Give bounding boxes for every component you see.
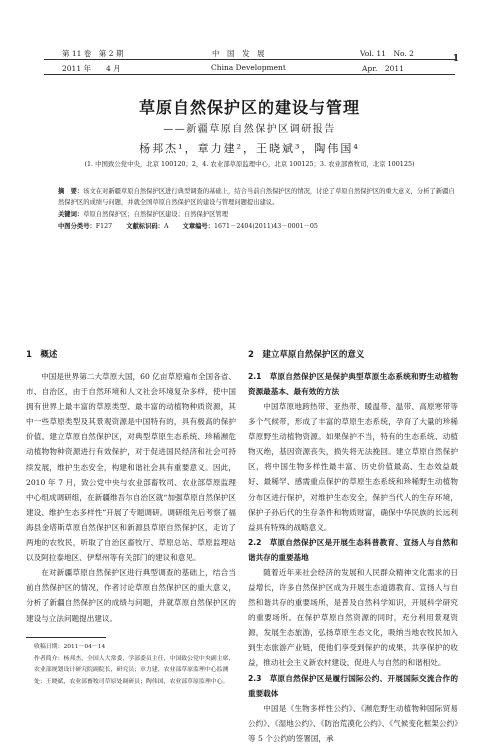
keywords-label: 关键词：	[58, 211, 84, 218]
article-number: 文章编号：1671－2404(2011)43－0001－05	[182, 223, 318, 230]
abstract-label: 摘 要：	[58, 188, 84, 195]
page-number: 1	[452, 54, 459, 64]
body-paragraph: 中国是《生物多样性公约》、《濒危野生动植物种国际贸易公约》、《湿地公约》、《防治荒漠化公约》、《气候变化框架公约》等 5 个公约的签署国，承	[248, 703, 458, 743]
author-bios: 作者简介：杨邦杰，全国人大常委，学部委员主任，中国致公党中央副主席，农业部规划设计研究院副院长，研究员；章力建，农业部草原监理中心监测处；王晓斌，农业部畜牧司草原处调研员；陶伟国，农业部草原监理中心。	[34, 655, 235, 685]
header-divider	[44, 74, 455, 75]
clc-code: 中图分类号：F127	[58, 223, 113, 230]
article-subtitle: ——新疆草原自然保护区调研报告	[163, 124, 336, 135]
body-paragraph: 中国是世界第二大草原大国，60 亿亩草原遍布全国各省、市、自治区，由于自然环境和人文社会环境复杂多样，使中国拥有世界上最丰富的草原类型、最丰富的动植物种质资源，其中一些草原类型及其景观资源是中国特有的，具有极高的保护价值。建立草原自然保护区，对典型草原生态系统、珍稀濒危动植物物种资源进行有效保护，对于促进国民经济和社会可持续发展，维护生态安全，构建和谐社会具有重要意义。因此，2010 年 7 月，致公党中央与农业部畜牧司、农业部草原监理中心组成调研组，在新疆维吾尔自治区就“加强草原自然保护区建设、维护生态多样性”开展了专题调研。调研组先后考察了福海县金塔斯草原自然保护区和新源县草原自然保护区，走访了两地的农牧民，听取了自治区畜牧厅、草原总站、草原监理站以及阿拉泰地区、伊犁州等有关部门的建议和意见。	[26, 372, 236, 563]
author-list: 杨邦杰¹，章力建²，王晓斌³，陶伟国⁴	[139, 142, 360, 155]
abstract-text: 该文在对新疆草原自然保护区进行典型调查的基础上，结合当前自然保护区的情况，讨论了草原自然保护区的重大意义，分析了新疆自然保护区的成绩与问题，并就全国草原自然保护区的建设与管理问题提出建议。	[58, 188, 455, 206]
volume-line-en: Vol. 11 No. 2	[360, 49, 414, 58]
body-paragraph: 随着近年来社会经济的发展和人民群众精神文化需求的日益增长，许多自然保护区成为开展生态道德教育、宣扬人与自然和谐共存的重要场所，是普及自然科学知识，开展科学研究的重要场所。在保护草原自然资源的同时，充分利用景观资源，发展生态旅游，弘扬草原生态文化，吸纳当地农牧民加入到生态旅游产业链，使他们享受到保护的成果，共享保护的收益，推动社会主义新农村建设，促进人与自然的和谐相处。	[248, 567, 458, 668]
subsection-heading: 2.3 草原自然保护区是履行国际公约、开展国际交流合作的重要载体	[248, 673, 458, 698]
body-paragraph: 在对新疆草原自然保护区进行典型调查的基础上，结合当前自然保护区的情况，作者讨论草原自然保护区的重大意义，分析了新疆自然保护区的成绩与问题，并就草原自然保护区的建设与立法问题提出建议。	[26, 568, 236, 623]
subsection-heading: 2.1 草原自然保护区是保护典型草原生态系统和野生动植物资源最基本、最有效的方法	[248, 372, 458, 396]
keywords	[46, 209, 456, 220]
footnotes	[26, 637, 236, 688]
classification-line	[46, 221, 456, 232]
section-heading: 2 建立草原自然保护区的意义	[248, 350, 365, 360]
footnote-rule	[26, 637, 106, 638]
left-column	[26, 347, 236, 626]
date-line-cn: 2011 年 4 月	[62, 64, 121, 73]
received-date: 收稿日期：2011－04－14	[34, 644, 106, 650]
keywords-text: 草原自然保护区；自然保护区建设；自然保护区管理	[83, 211, 229, 218]
date-line-en: Apr. 2011	[362, 64, 404, 73]
subsection-heading: 2.2 草原自然保护区是开展生态科普教育、宣扬人与自然和谐共存的重要基地	[248, 537, 458, 562]
section-heading: 1 概述	[26, 350, 58, 360]
article-title: 草原自然保护区的建设与管理	[138, 98, 360, 117]
author-affiliations: (1. 中国致公党中央，北京 100120；2，4. 农业部草原监理中心，北京 100125；3. 农业部畜牧司，北京 100125)	[84, 160, 415, 168]
right-column	[248, 347, 458, 746]
abstract	[46, 186, 456, 208]
running-header	[0, 44, 499, 80]
document-code: 文献标识码：A	[126, 223, 169, 230]
abstract-block	[46, 186, 456, 232]
body-paragraph: 中国草原地跨热带、亚热带、暖温带、温带、高原寒带等多个气候带，形成了丰富的草原生态系统，孕育了大量的珍稀草原野生动植物资源。如果保护不当，特有的生态系统、动植物灭绝，基因资源丧失，损失将无法挽回。建立草原自然保护区，将中国生物多样性最丰富、历史价值最高、生态效益最好、最稀罕、感需重点保护的草原生态系统和珍稀野生动植物分布区进行保护，对维护生态安全，保护当代人的生存环境，保护子孙后代的生存条件和物质财富，确保中华民族的长远利益具有特殊的战略意义。	[248, 402, 458, 532]
journal-name-en: China Development	[211, 63, 286, 72]
volume-line-cn: 第 11 卷 第 2 期	[62, 49, 124, 58]
header-divider	[44, 59, 455, 60]
journal-name-cn: 中 国 发 展	[212, 49, 265, 58]
